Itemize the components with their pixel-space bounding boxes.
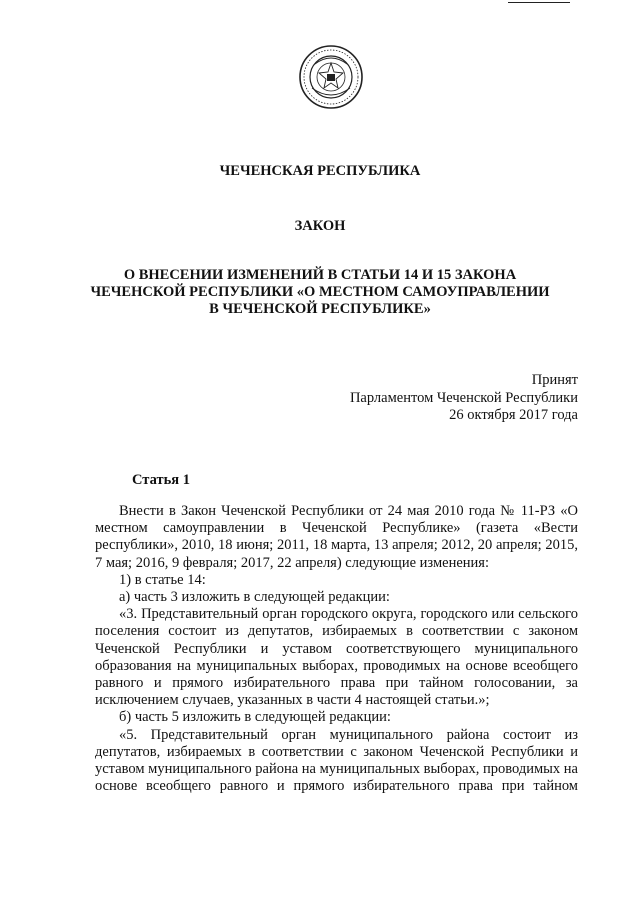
article-body — [95, 503, 578, 795]
law-title-line: О ВНЕСЕНИИ ИЗМЕНЕНИЙ В СТАТЬИ 14 И 15 ЗАКОНА — [123, 267, 517, 283]
republic-heading: ЧЕЧЕНСКАЯ РЕСПУБЛИКА — [219, 163, 421, 179]
adopted-label: Принят — [531, 372, 578, 388]
paragraph: «5. Представительный орган муниципального района состоит из депутатов, избираемых в соответствии с законом Чеченской Республики и уставом муниципального района на муниципальных выборах, проводимых на основе всеобщего равного и прямого избирательного права при тайном — [95, 726, 578, 795]
top-rule — [508, 2, 570, 3]
paragraph: б) часть 5 изложить в следующей редакции: — [119, 709, 391, 726]
adopted-by: Парламентом Чеченской Республики — [349, 389, 578, 406]
paragraph: Внести в Закон Чеченской Республики от 24 мая 2010 года № 11-РЗ «О местном самоуправлении в Чеченской Республике» (газета «Вести республики», 2010, 18 июня; 2011, 18 марта, 13 апреля; 2012, 20 апреля; 2015, 7 мая; 2016, 9 февраля; 2017, 22 апреля) следующие изменения: — [95, 503, 578, 571]
paragraph: а) часть 3 изложить в следующей редакции: — [119, 589, 390, 606]
article-heading: Статья 1 — [132, 472, 190, 488]
adopted-date: 26 октября 2017 года — [449, 407, 578, 423]
document-type-heading: ЗАКОН — [294, 218, 346, 234]
paragraph: «3. Представительный орган городского округа, городского или сельского поселения состоит из депутатов, избираемых в соответствии с законом Чеченской Республики и уставом соответствующего муниципального образования на муниципальных выборах, проводимых на основе всеобщего равного и прямого избирательного права при тайном голосовании, за исключением случаев, указанных в части 4 настоящей статьи.»; — [95, 606, 578, 709]
law-title-line: ЧЕЧЕНСКОЙ РЕСПУБЛИКИ «О МЕСТНОМ САМОУПРАВЛЕНИИ — [90, 284, 550, 300]
adoption-block — [350, 372, 578, 425]
law-title — [0, 267, 640, 318]
paragraph: 1) в статье 14: — [119, 571, 206, 588]
law-title-line: В ЧЕЧЕНСКОЙ РЕСПУБЛИКЕ» — [209, 301, 431, 317]
coat-of-arms-emblem-icon — [298, 44, 364, 110]
